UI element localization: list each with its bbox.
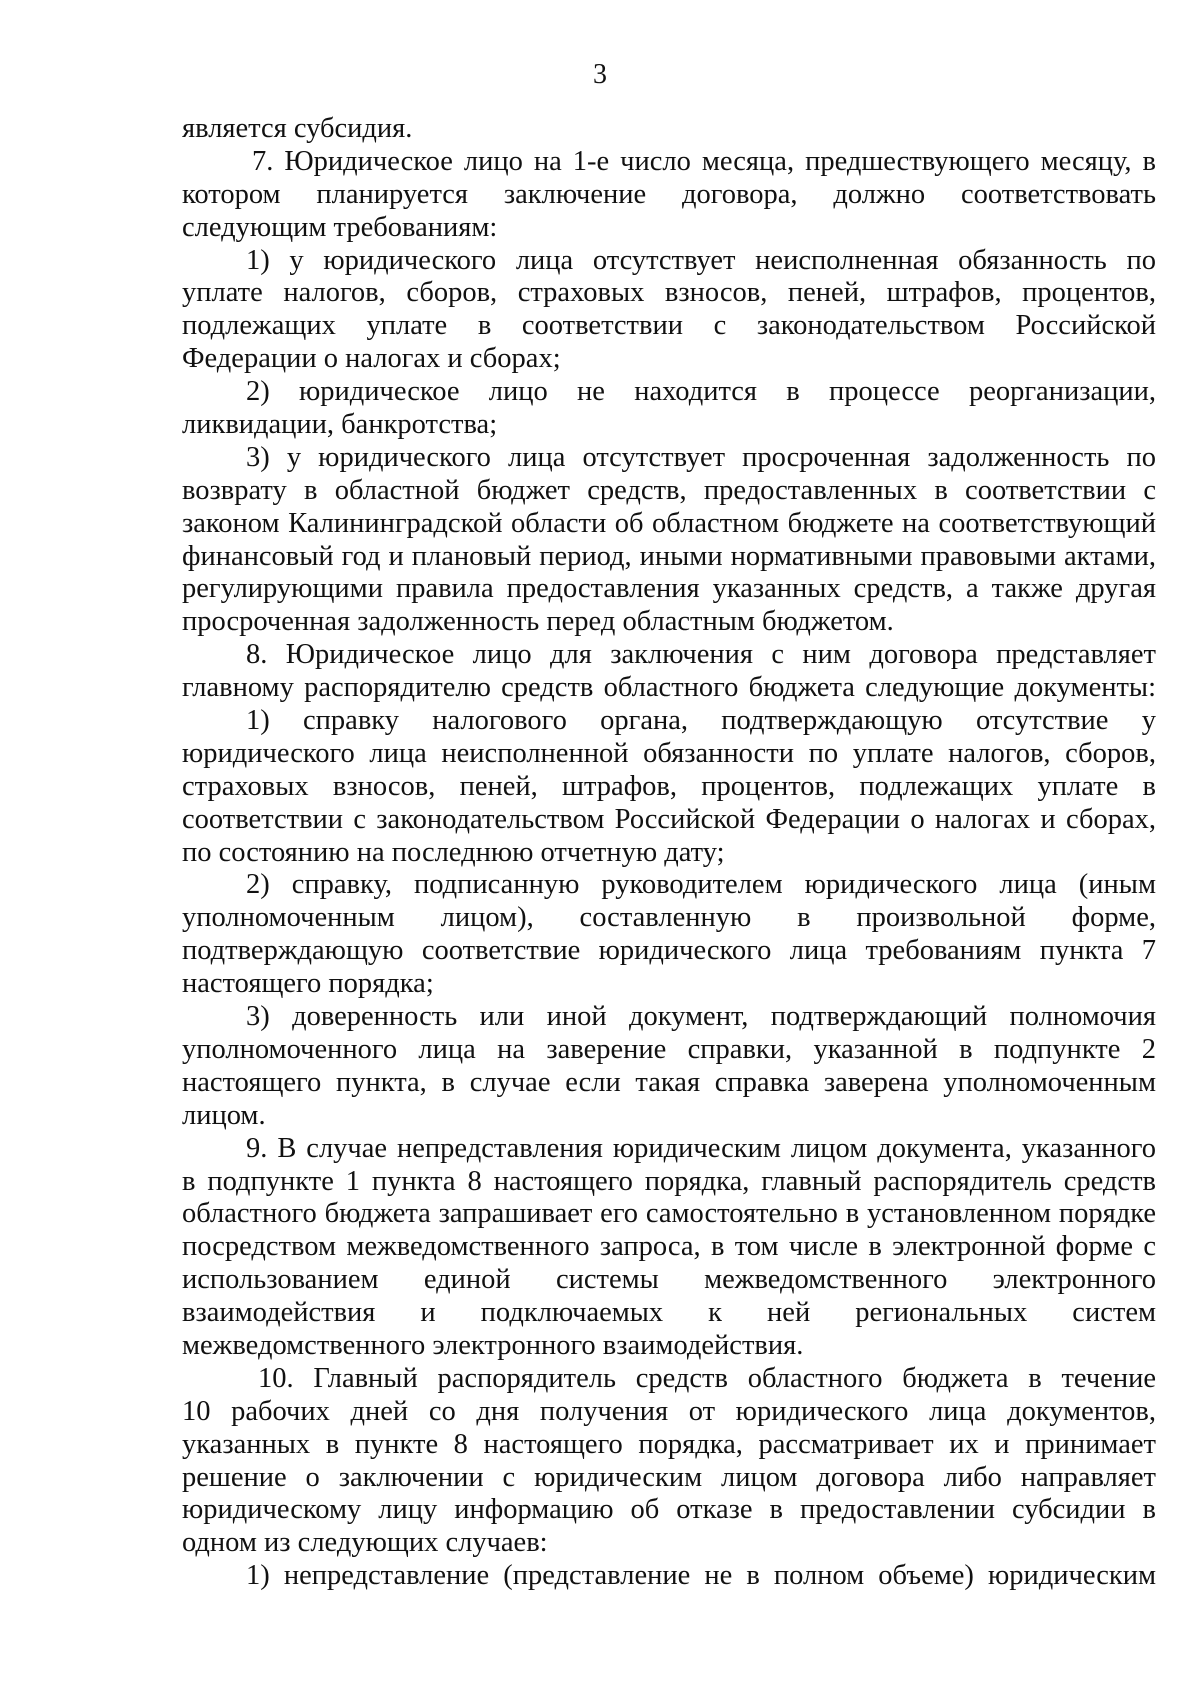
text-line: по состоянию на последнюю отчетную дату;	[182, 836, 725, 868]
text-line: ликвидации, банкротства;	[182, 409, 498, 441]
text-line: взаимодействия и подключаемых к ней региональных систем	[182, 1297, 1156, 1329]
text-line: 9. В случае непредставления юридическим лицом документа, указанного	[246, 1132, 1156, 1164]
text-line: уплате налогов, сборов, страховых взносов, пеней, штрафов, процентов,	[182, 277, 1156, 309]
text-line: регулирующими правила предоставления указанных средств, а также другая	[182, 573, 1156, 605]
text-line: посредством межведомственного запроса, в том числе в электронной форме с	[182, 1231, 1156, 1263]
text-line: подтверждающую соответствие юридического лица требованиям пункта 7	[182, 935, 1156, 967]
text-line: подлежащих уплате в соответствии с законодательством Российской	[182, 310, 1156, 342]
text-line: котором планируется заключение договора, должно соответствовать	[182, 178, 1156, 210]
document-body	[182, 113, 1156, 1613]
text-line: законом Калининградской области об областном бюджете на соответствующий	[182, 507, 1156, 539]
text-line: 3) у юридического лица отсутствует просроченная задолженность по	[246, 441, 1156, 473]
text-line: областного бюджета запрашивает его самостоятельно в установленном порядке	[182, 1198, 1156, 1230]
text-line: 1) справку налогового органа, подтверждающую отсутствие у	[246, 705, 1156, 737]
text-line: настоящего пункта, в случае если такая справка заверена уполномоченным	[182, 1066, 1156, 1098]
text-line: 3) доверенность или иной документ, подтверждающий полномочия	[246, 1001, 1156, 1033]
text-line: 2) юридическое лицо не находится в процессе реорганизации,	[246, 376, 1156, 408]
text-line: одном из следующих случаев:	[182, 1527, 548, 1559]
text-line: главному распорядителю средств областного бюджета следующие документы:	[182, 672, 1156, 704]
text-line: юридическому лицу информацию об отказе в предоставлении субсидии в	[182, 1494, 1156, 1526]
text-line: 10 рабочих дней со дня получения от юридического лица документов,	[182, 1395, 1156, 1427]
text-line: использованием единой системы межведомственного электронного	[182, 1264, 1156, 1296]
text-line: лицом.	[182, 1099, 266, 1131]
text-line: в подпункте 1 пункта 8 настоящего порядка, главный распорядитель средств	[182, 1165, 1156, 1197]
text-line: 7. Юридическое лицо на 1-е число месяца, предшествующего месяцу, в	[252, 145, 1156, 177]
text-line: 2) справку, подписанную руководителем юридического лица (иным	[246, 869, 1156, 901]
text-line: решение о заключении с юридическим лицом договора либо направляет	[182, 1461, 1156, 1493]
page-number: 3	[593, 59, 607, 90]
text-line: 10. Главный распорядитель средств областного бюджета в течение	[258, 1362, 1156, 1394]
text-line: указанных в пункте 8 настоящего порядка, рассматривает их и принимает	[182, 1428, 1156, 1460]
text-line: 1) непредставление (представление не в полном объеме) юридическим	[246, 1560, 1156, 1592]
text-line: уполномоченным лицом), составленную в произвольной форме,	[182, 902, 1156, 934]
text-line: юридического лица неисполненной обязанности по уплате налогов, сборов,	[182, 737, 1156, 769]
text-line: 1) у юридического лица отсутствует неисполненная обязанность по	[246, 244, 1156, 276]
text-line: 8. Юридическое лицо для заключения с ним договора представляет	[246, 639, 1156, 671]
text-line: межведомственного электронного взаимодействия.	[182, 1329, 804, 1361]
text-line: соответствии с законодательством Российской Федерации о налогах и сборах,	[182, 803, 1156, 835]
text-line: является субсидия.	[182, 113, 413, 144]
text-line: возврату в областной бюджет средств, предоставленных в соответствии с	[182, 474, 1156, 506]
text-line: настоящего порядка;	[182, 968, 434, 1000]
text-line: следующим требованиям:	[182, 211, 498, 243]
text-line: финансовый год и плановый период, иными нормативными правовыми актами,	[182, 540, 1156, 572]
text-line: Федерации о налогах и сборах;	[182, 343, 561, 375]
text-line: страховых взносов, пеней, штрафов, процентов, подлежащих уплате в	[182, 770, 1156, 802]
text-line: уполномоченного лица на заверение справки, указанной в подпункте 2	[182, 1033, 1156, 1065]
text-line: просроченная задолженность перед областным бюджетом.	[182, 606, 894, 638]
